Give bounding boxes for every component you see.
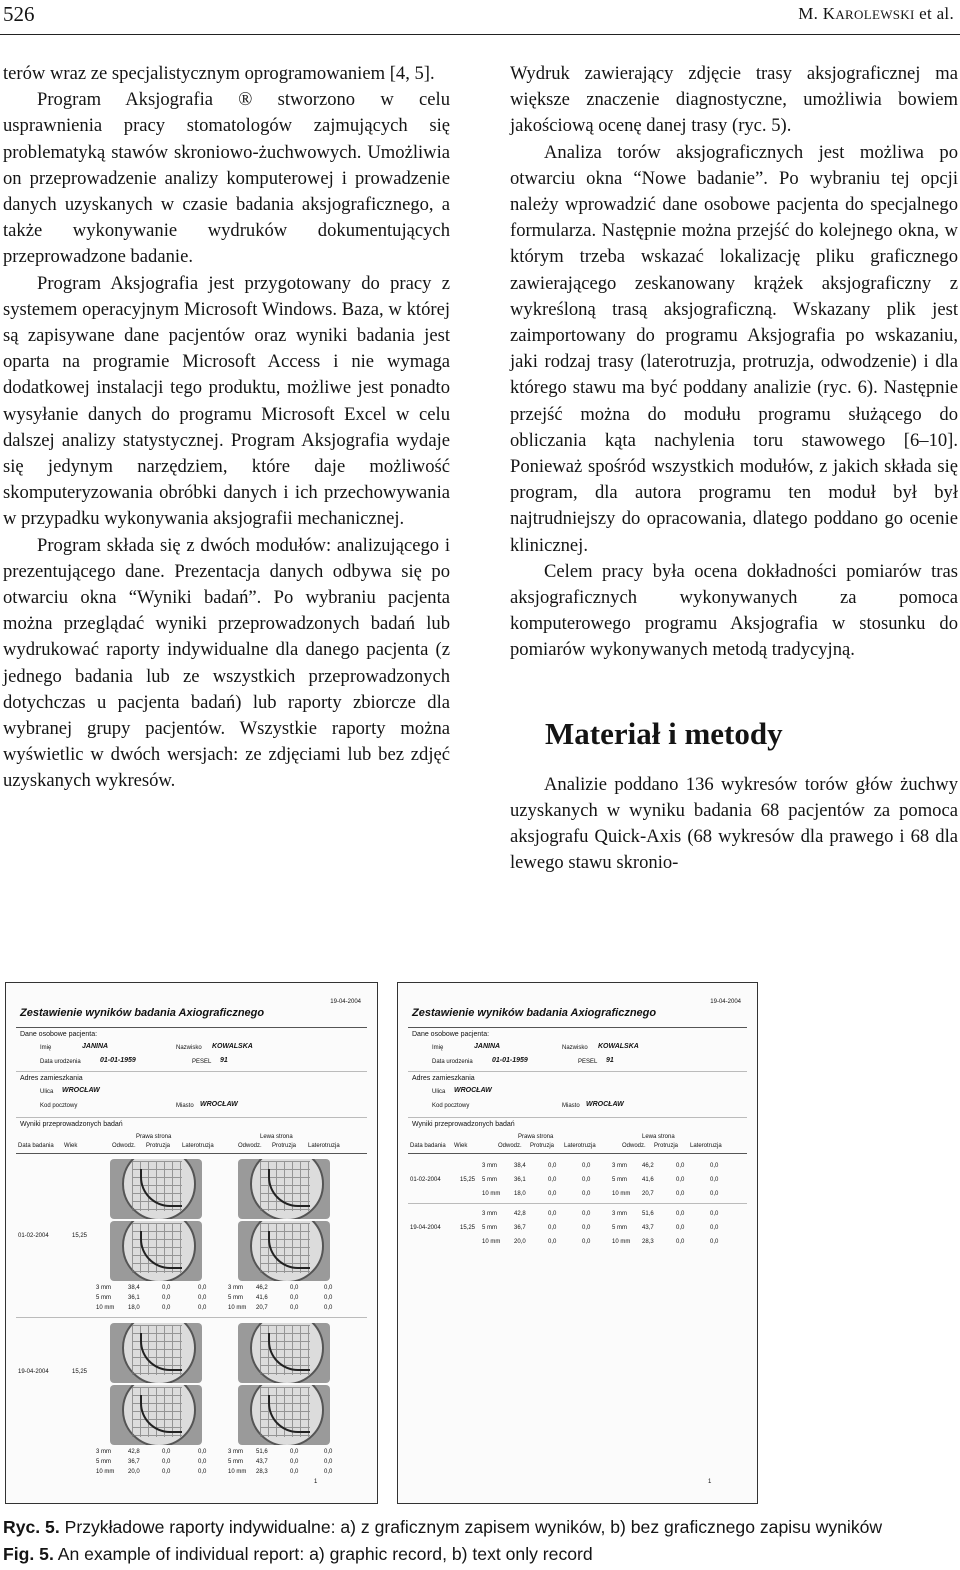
cell: 10 mm [228, 1305, 247, 1311]
cell: 0,0 [162, 1469, 171, 1475]
report-panel-b [397, 982, 758, 1504]
col-header: Laterotruzja [308, 1143, 340, 1149]
dob-value: 01-01-1959 [100, 1057, 136, 1064]
cell: 10 mm [612, 1239, 631, 1245]
cell: 18,0 [128, 1305, 140, 1311]
right-joint-label: Prawa strona [136, 1134, 172, 1140]
axiograph-image [110, 1159, 202, 1219]
cell: 36,1 [514, 1177, 526, 1183]
patient-section-label: Dane osobowe pacjenta: [412, 1031, 490, 1038]
cell: 0,0 [710, 1177, 719, 1183]
first-name-value: JANINA [474, 1043, 501, 1050]
cell: 3 mm [482, 1163, 497, 1169]
first-name-label: Imię [40, 1045, 52, 1051]
axiograph-image [110, 1385, 202, 1445]
col-header: Laterotruzja [182, 1143, 214, 1149]
cell: 20,7 [642, 1191, 654, 1197]
cell: 0,0 [290, 1305, 299, 1311]
cell: 0,0 [548, 1225, 557, 1231]
results-section-label: Wyniki przeprowadzonych badań [20, 1121, 123, 1128]
cell: 0,0 [710, 1163, 719, 1169]
dob-label: Data urodzenia [432, 1059, 473, 1065]
col-header: Protruzja [272, 1143, 297, 1149]
cell: 5 mm [612, 1177, 627, 1183]
col-header: Protruzja [530, 1143, 555, 1149]
running-head-suffix: et al. [914, 4, 954, 23]
cell: 5 mm [228, 1295, 243, 1301]
cell: 0,0 [582, 1211, 591, 1217]
paragraph: terów wraz ze specjalistycznym oprogramowaniem [4, 5]. [3, 63, 435, 84]
col-header: Data badania [18, 1143, 54, 1149]
cell: 3 mm [96, 1449, 111, 1455]
exam-age: 15,25 [460, 1177, 476, 1183]
exam-date: 01-02-2004 [18, 1233, 49, 1239]
caption-text: An example of individual report: a) graphic record, b) text only record [53, 1544, 593, 1564]
surname-value: KOWALSKA [598, 1043, 639, 1050]
exam-age: 15,25 [460, 1225, 476, 1231]
cell: 0,0 [162, 1295, 171, 1301]
cell: 41,6 [256, 1295, 268, 1301]
left-joint-label: Lewa strona [642, 1134, 675, 1140]
divider [408, 1117, 747, 1118]
street-value: WROCŁAW [454, 1087, 492, 1094]
patient-section-label: Dane osobowe pacjenta: [20, 1031, 98, 1038]
report-date: 19-04-2004 [330, 999, 361, 1005]
results-section-label: Wyniki przeprowadzonych badań [412, 1121, 515, 1128]
cell: 28,3 [256, 1469, 268, 1475]
cell: 0,0 [162, 1305, 171, 1311]
cell: 5 mm [96, 1295, 111, 1301]
col-header: Protruzja [146, 1143, 171, 1149]
cell: 5 mm [482, 1225, 497, 1231]
city-label: Miasto [176, 1103, 194, 1109]
street-label: Ulica [40, 1089, 54, 1095]
cell: 0,0 [676, 1191, 685, 1197]
col-header: Laterotruzja [564, 1143, 596, 1149]
caption-label: Ryc. 5. [3, 1517, 60, 1537]
cell: 36,7 [514, 1225, 526, 1231]
divider [408, 1153, 747, 1154]
cell: 43,7 [642, 1225, 654, 1231]
report-title: Zestawienie wyników badania Axiograficznego [20, 1007, 265, 1019]
left-joint-label: Lewa strona [260, 1134, 293, 1140]
cell: 41,6 [642, 1177, 654, 1183]
cell: 51,6 [642, 1211, 654, 1217]
cell: 0,0 [582, 1239, 591, 1245]
axiograph-image [110, 1323, 202, 1383]
cell: 0,0 [162, 1449, 171, 1455]
cell: 0,0 [162, 1459, 171, 1465]
exam-date: 19-04-2004 [410, 1225, 441, 1231]
cell: 20,0 [128, 1469, 140, 1475]
cell: 0,0 [324, 1305, 333, 1311]
axiograph-image [238, 1323, 330, 1383]
col-header: Protruzja [654, 1143, 679, 1149]
city-value: WROCŁAW [200, 1101, 238, 1108]
cell: 46,2 [642, 1163, 654, 1169]
cell: 0,0 [676, 1239, 685, 1245]
caption-label: Fig. 5. [3, 1544, 54, 1564]
pesel-label: PESEL [578, 1059, 598, 1065]
cell: 5 mm [482, 1177, 497, 1183]
street-value: WROCŁAW [62, 1087, 100, 1094]
surname-label: Nazwisko [562, 1045, 588, 1051]
cell: 0,0 [676, 1225, 685, 1231]
dob-label: Data urodzenia [40, 1059, 81, 1065]
surname-label: Nazwisko [176, 1045, 202, 1051]
col-header: Laterotruzja [690, 1143, 722, 1149]
axiograph-image [238, 1159, 330, 1219]
cell: 0,0 [548, 1239, 557, 1245]
cell: 0,0 [198, 1469, 207, 1475]
exam-age: 15,25 [72, 1233, 88, 1239]
street-label: Ulica [432, 1089, 446, 1095]
cell: 0,0 [548, 1163, 557, 1169]
cell: 38,4 [128, 1285, 140, 1291]
postcode-label: Kod pocztowy [432, 1103, 470, 1109]
cell: 5 mm [228, 1459, 243, 1465]
city-label: Miasto [562, 1103, 580, 1109]
paragraph: Program Aksjografia ® stworzono w celu usprawnienia pracy stomatologów zajmujących się problematyką stawów skroniowo-żuchwowych. Umożliwia on przeprowadzenie analizy komputerowej i prowadzenie danych uzyskanych w czasie badania aksjograficznego, a także wykonywanie wydruków dokumentujących przeprowadzone badanie. [3, 89, 450, 268]
exam-date: 19-04-2004 [18, 1369, 49, 1375]
cell: 0,0 [548, 1211, 557, 1217]
dob-value: 01-01-1959 [492, 1057, 528, 1064]
right-joint-label: Prawa strona [518, 1134, 554, 1140]
cell: 3 mm [228, 1285, 243, 1291]
cell: 0,0 [198, 1459, 207, 1465]
col-header: Odwodz. [238, 1143, 262, 1149]
cell: 0,0 [290, 1469, 299, 1475]
cell: 10 mm [96, 1305, 115, 1311]
right-column [510, 61, 958, 876]
cell: 46,2 [256, 1285, 268, 1291]
divider [16, 1117, 367, 1118]
paragraph: Analizie poddano 136 wykresów torów głów żuchwy uzyskanych w wyniku badania 68 pacjentów za pomoca aksjografu Quick-Axis (68 wykresów dla prawego i 68 dla lewego stawu skronio- [510, 773, 958, 874]
first-name-value: JANINA [82, 1043, 109, 1050]
pesel-value: 91 [606, 1057, 614, 1064]
cell: 0,0 [324, 1449, 333, 1455]
divider [16, 1071, 367, 1072]
paragraph: Analiza torów aksjograficznych jest możliwa po otwarciu okna “Nowe badanie”. Po wybraniu tej opcji należy wprowadzić dane osobowe pacjenta do specjalnego formularza. Następnie można przejść do kolejnego okna, w którym trzeba wskazać lokalizację pliku graficznego zawierającego zeskanowany krążek aksjograficzny z wykreśloną trasą aksjograficzną. Wskazany plik jest zaimportowany do programu Aksjografia po wskazaniu, jaki rodzaj trasy (laterotruzja, protruzja, odwodzenie) i dla którego stawu ma być poddany analizie (ryc. 6). Następnie przejść można do modułu programu służącego do obliczania kąta nachylenia toru stawowego [6–10]. Ponieważ spośród wszystkich modułów, z jakich składa się program, dla autora programu ten moduł był był najtrudniejszy do opracowania, dlatego poddano go ocenie klinicznej. [510, 141, 958, 556]
address-section-label: Adres zamieszkania [412, 1075, 475, 1082]
cell: 36,7 [128, 1459, 140, 1465]
cell: 43,7 [256, 1459, 268, 1465]
running-head [798, 4, 954, 24]
cell: 0,0 [198, 1285, 207, 1291]
cell: 0,0 [198, 1295, 207, 1301]
cell: 42,8 [514, 1211, 526, 1217]
cell: 36,1 [128, 1295, 140, 1301]
divider [16, 1153, 367, 1154]
cell: 28,3 [642, 1239, 654, 1245]
cell: 3 mm [228, 1449, 243, 1455]
cell: 5 mm [96, 1459, 111, 1465]
paragraph: Program Aksjografia jest przygotowany do pracy z systemem operacyjnym Microsoft Windows. Baza, w której są zapisywane dane pacjentów oraz wyniki badania jest oparta na programie Microsoft Access i nie wymaga dodatkowej instalacji tego produktu, możliwe jest ponadto wysyłanie danych do programu Microsoft Excel w celu dalszej analizy statystycznej. Program Aksjografia wydaje się jedynym narzędziem, które daje możliwość skomputeryzowania obróbki danych i ich przechowywania w przypadku wykonywania aksjografii mechanicznej. [3, 272, 450, 530]
postcode-label: Kod pocztowy [40, 1103, 78, 1109]
cell: 3 mm [612, 1163, 627, 1169]
col-header: Odwodz. [498, 1143, 522, 1149]
cell: 0,0 [324, 1295, 333, 1301]
exam-age: 15,25 [72, 1369, 88, 1375]
report-panel-a [5, 982, 378, 1504]
cell: 0,0 [162, 1285, 171, 1291]
cell: 0,0 [324, 1459, 333, 1465]
pesel-label: PESEL [192, 1059, 212, 1065]
cell: 5 mm [612, 1225, 627, 1231]
cell: 0,0 [198, 1305, 207, 1311]
figure-caption-en [3, 1543, 593, 1565]
divider [16, 1027, 367, 1028]
figure-caption-pl [3, 1516, 882, 1538]
cell: 0,0 [710, 1239, 719, 1245]
divider [408, 1071, 747, 1072]
cell: 0,0 [324, 1285, 333, 1291]
cell: 0,0 [582, 1191, 591, 1197]
cell: 10 mm [612, 1191, 631, 1197]
cell: 0,0 [290, 1449, 299, 1455]
cell: 3 mm [612, 1211, 627, 1217]
paragraph: Wydruk zawierający zdjęcie trasy aksjograficznej ma większe znaczenie diagnostyczne, umożliwia bowiem jakościową ocenę danej trasy (ryc. 5). [510, 63, 958, 137]
cell: 42,8 [128, 1449, 140, 1455]
axiograph-image [238, 1221, 330, 1281]
cell: 0,0 [548, 1191, 557, 1197]
cell: 0,0 [548, 1177, 557, 1183]
surname-value: KOWALSKA [212, 1043, 253, 1050]
cell: 20,0 [514, 1239, 526, 1245]
col-header: Data badania [410, 1143, 446, 1149]
cell: 10 mm [482, 1191, 501, 1197]
section-heading: Materiał i metody [545, 715, 783, 751]
cell: 10 mm [482, 1239, 501, 1245]
col-header: Odwodz. [112, 1143, 136, 1149]
divider [16, 1317, 367, 1318]
cell: 0,0 [324, 1469, 333, 1475]
cell: 0,0 [710, 1211, 719, 1217]
col-header: Wiek [64, 1143, 78, 1149]
divider [408, 1203, 747, 1204]
col-header: Odwodz. [622, 1143, 646, 1149]
cell: 0,0 [290, 1295, 299, 1301]
exam-date: 01-02-2004 [410, 1177, 441, 1183]
cell: 0,0 [290, 1459, 299, 1465]
report-date: 19-04-2004 [710, 999, 741, 1005]
paragraph: Program składa się z dwóch modułów: analizującego i prezentującego dane. Prezentacja danych odbywa się po otwarciu okna “Wyniki badań”. Po wybraniu pacjenta można przeglądać wyniki przeprowadzonych badań lub wydrukować raporty indywidualne dla danego pacjenta (z jednego badania lub ze wszystkich przeprowadzonych dotychczas u pacjenta badań) lub raporty zbiorcze dla wybranej grupy pacjentów. Wszystkie raporty można wyświetlic w dwóch wersjach: ze zdjęciami lub bez zdjęć uzyskanych wykresów. [3, 534, 450, 792]
cell: 10 mm [96, 1469, 115, 1475]
address-section-label: Adres zamieszkania [20, 1075, 83, 1082]
page-number: 526 [3, 2, 35, 26]
cell: 0,0 [710, 1191, 719, 1197]
cell: 3 mm [482, 1211, 497, 1217]
cell: 0,0 [582, 1163, 591, 1169]
caption-text: Przykładowe raporty indywidualne: a) z graficznym zapisem wyników, b) bez graficznego zapisu wyników [59, 1517, 883, 1537]
page-header [0, 0, 960, 35]
cell: 0,0 [676, 1163, 685, 1169]
cell: 0,0 [198, 1449, 207, 1455]
cell: 18,0 [514, 1191, 526, 1197]
cell: 0,0 [290, 1285, 299, 1291]
cell: 38,4 [514, 1163, 526, 1169]
report-page-number: 1 [314, 1479, 318, 1485]
divider [408, 1027, 747, 1028]
first-name-label: Imię [432, 1045, 444, 1051]
left-column [3, 61, 450, 795]
cell: 0,0 [582, 1177, 591, 1183]
pesel-value: 91 [220, 1057, 228, 1064]
cell: 0,0 [676, 1177, 685, 1183]
cell: 20,7 [256, 1305, 268, 1311]
report-page-number: 1 [708, 1479, 712, 1485]
city-value: WROCŁAW [586, 1101, 624, 1108]
cell: 51,6 [256, 1449, 268, 1455]
axiograph-image [110, 1221, 202, 1281]
cell: 0,0 [582, 1225, 591, 1231]
running-head-initial: M. K [798, 4, 836, 23]
paragraph: Celem pracy była ocena dokładności pomiarów tras aksjograficznych wykonywanych za pomoca komputerowego programu Aksjografia w stosunku do pomiarów wykonywanych metodą tradycyjną. [510, 560, 958, 661]
cell: 0,0 [710, 1225, 719, 1231]
cell: 10 mm [228, 1469, 247, 1475]
axiograph-image [238, 1385, 330, 1445]
cell: 3 mm [96, 1285, 111, 1291]
col-header: Wiek [454, 1143, 468, 1149]
report-title: Zestawienie wyników badania Axiograficznego [412, 1007, 657, 1019]
running-head-smallcaps: AROLEWSKI [835, 7, 915, 22]
cell: 0,0 [676, 1211, 685, 1217]
